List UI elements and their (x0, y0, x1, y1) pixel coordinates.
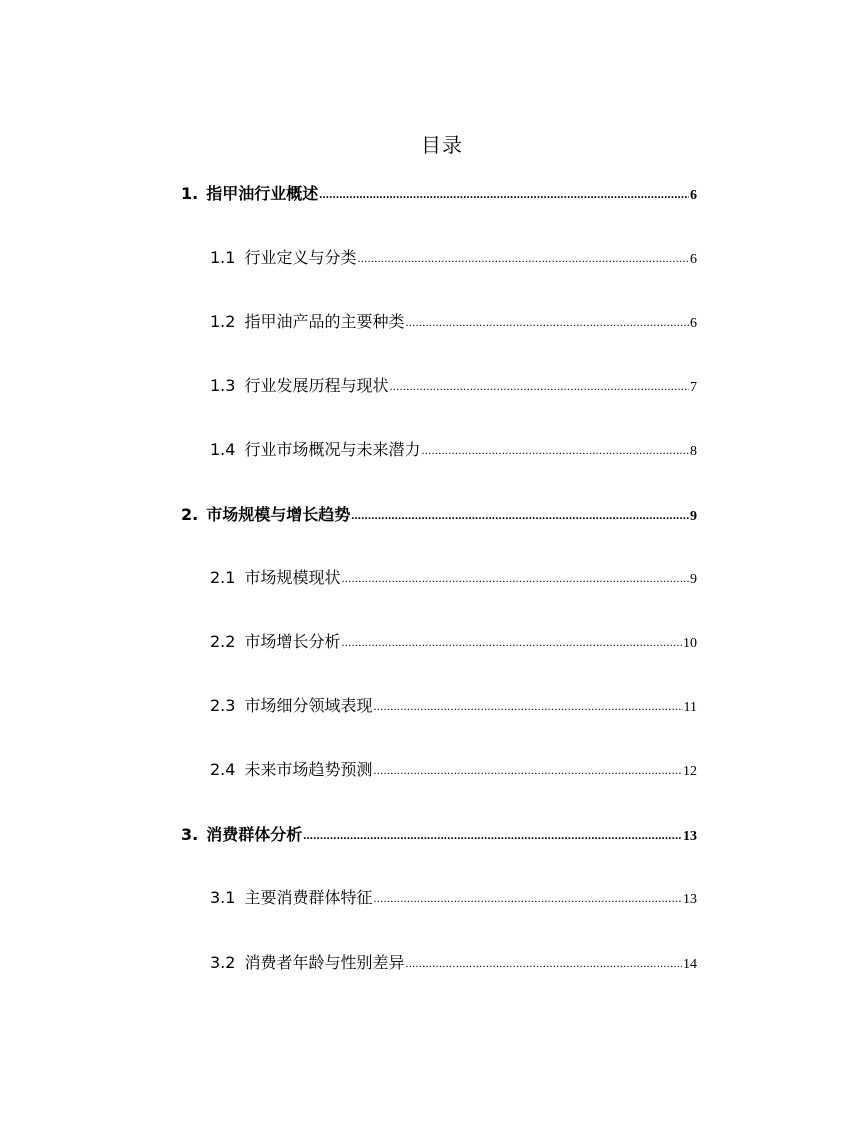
toc-entry-page: 13 (683, 829, 697, 844)
toc-entry-number: 1. (181, 184, 199, 203)
toc-entry-3-1[interactable] (210, 886, 697, 910)
toc-entry-title: 指甲油产品的主要种类 (244, 312, 405, 331)
toc-entry-page: 9 (690, 572, 697, 587)
toc-entry-page: 6 (690, 316, 697, 331)
toc-entry-title: 市场规模现状 (244, 568, 341, 587)
toc-entry-title: 指甲油行业概述 (206, 184, 319, 203)
toc-entry-number: 1.4 (210, 440, 236, 459)
toc-entry-1-4[interactable] (210, 438, 697, 462)
toc-dot-leader (405, 951, 682, 975)
toc-entry-number: 1.2 (210, 312, 236, 331)
toc-entry-title: 消费者年龄与性别差异 (244, 953, 405, 972)
toc-dot-leader (351, 503, 689, 527)
toc-entry-number: 3.1 (210, 888, 236, 907)
toc-entry-2-1[interactable] (210, 566, 697, 590)
toc-entry-title: 未来市场趋势预测 (244, 760, 373, 779)
toc-entry-2-4[interactable] (210, 758, 697, 782)
toc-dot-leader (373, 758, 682, 782)
toc-entry-title: 消费群体分析 (206, 825, 303, 844)
toc-entry-page: 6 (690, 252, 697, 267)
toc-entry-title: 市场增长分析 (244, 632, 341, 651)
toc-entry-title: 市场规模与增长趋势 (206, 505, 351, 524)
toc-entry-2-3[interactable] (210, 694, 697, 718)
toc-entry-1-3[interactable] (210, 374, 697, 398)
toc-dot-leader (341, 566, 689, 590)
toc-entry-page: 12 (683, 764, 697, 779)
toc-entry-2-2[interactable] (210, 630, 697, 654)
toc-entry-3[interactable] (181, 823, 697, 847)
toc-entry-number: 3.2 (210, 953, 236, 972)
toc-dot-leader (303, 823, 682, 847)
toc-entry-title: 行业发展历程与现状 (244, 376, 389, 395)
toc-entry-number: 1.1 (210, 248, 236, 267)
toc-entry-title: 行业定义与分类 (244, 248, 357, 267)
toc-entry-1-1[interactable] (210, 246, 697, 270)
toc-entry-page: 8 (690, 444, 697, 459)
toc-entry-3-2[interactable] (210, 951, 697, 975)
toc-dot-leader (389, 374, 689, 398)
toc-entry-number: 1.3 (210, 376, 236, 395)
page-title: 目录 (421, 133, 463, 158)
toc-dot-leader (421, 438, 689, 462)
toc-entry-page: 10 (683, 636, 697, 651)
toc-entry-page: 6 (690, 188, 697, 203)
toc-entry-page: 9 (690, 509, 697, 524)
toc-entry-1-2[interactable] (210, 310, 697, 334)
toc-entry-number: 2. (181, 505, 199, 524)
toc-entry-1[interactable] (181, 182, 697, 206)
toc-dot-leader (357, 246, 689, 270)
toc-entry-title: 行业市场概况与未来潜力 (244, 440, 421, 459)
toc-entry-number: 2.4 (210, 760, 236, 779)
toc-dot-leader (373, 694, 682, 718)
toc-entry-2[interactable] (181, 503, 697, 527)
toc-entry-title: 主要消费群体特征 (244, 888, 373, 907)
toc-dot-leader (319, 182, 689, 206)
toc-dot-leader (341, 630, 682, 654)
toc-dot-leader (405, 310, 689, 334)
toc-dot-leader (373, 886, 682, 910)
toc-entry-page: 11 (683, 700, 697, 715)
toc-entry-page: 13 (683, 892, 697, 907)
toc-entry-number: 3. (181, 825, 199, 844)
toc-entry-title: 市场细分领域表现 (244, 696, 373, 715)
toc-entry-page: 7 (690, 380, 697, 395)
toc-entry-number: 2.3 (210, 696, 236, 715)
toc-entry-page: 14 (683, 957, 697, 972)
toc-entry-number: 2.1 (210, 568, 236, 587)
toc-entry-number: 2.2 (210, 632, 236, 651)
